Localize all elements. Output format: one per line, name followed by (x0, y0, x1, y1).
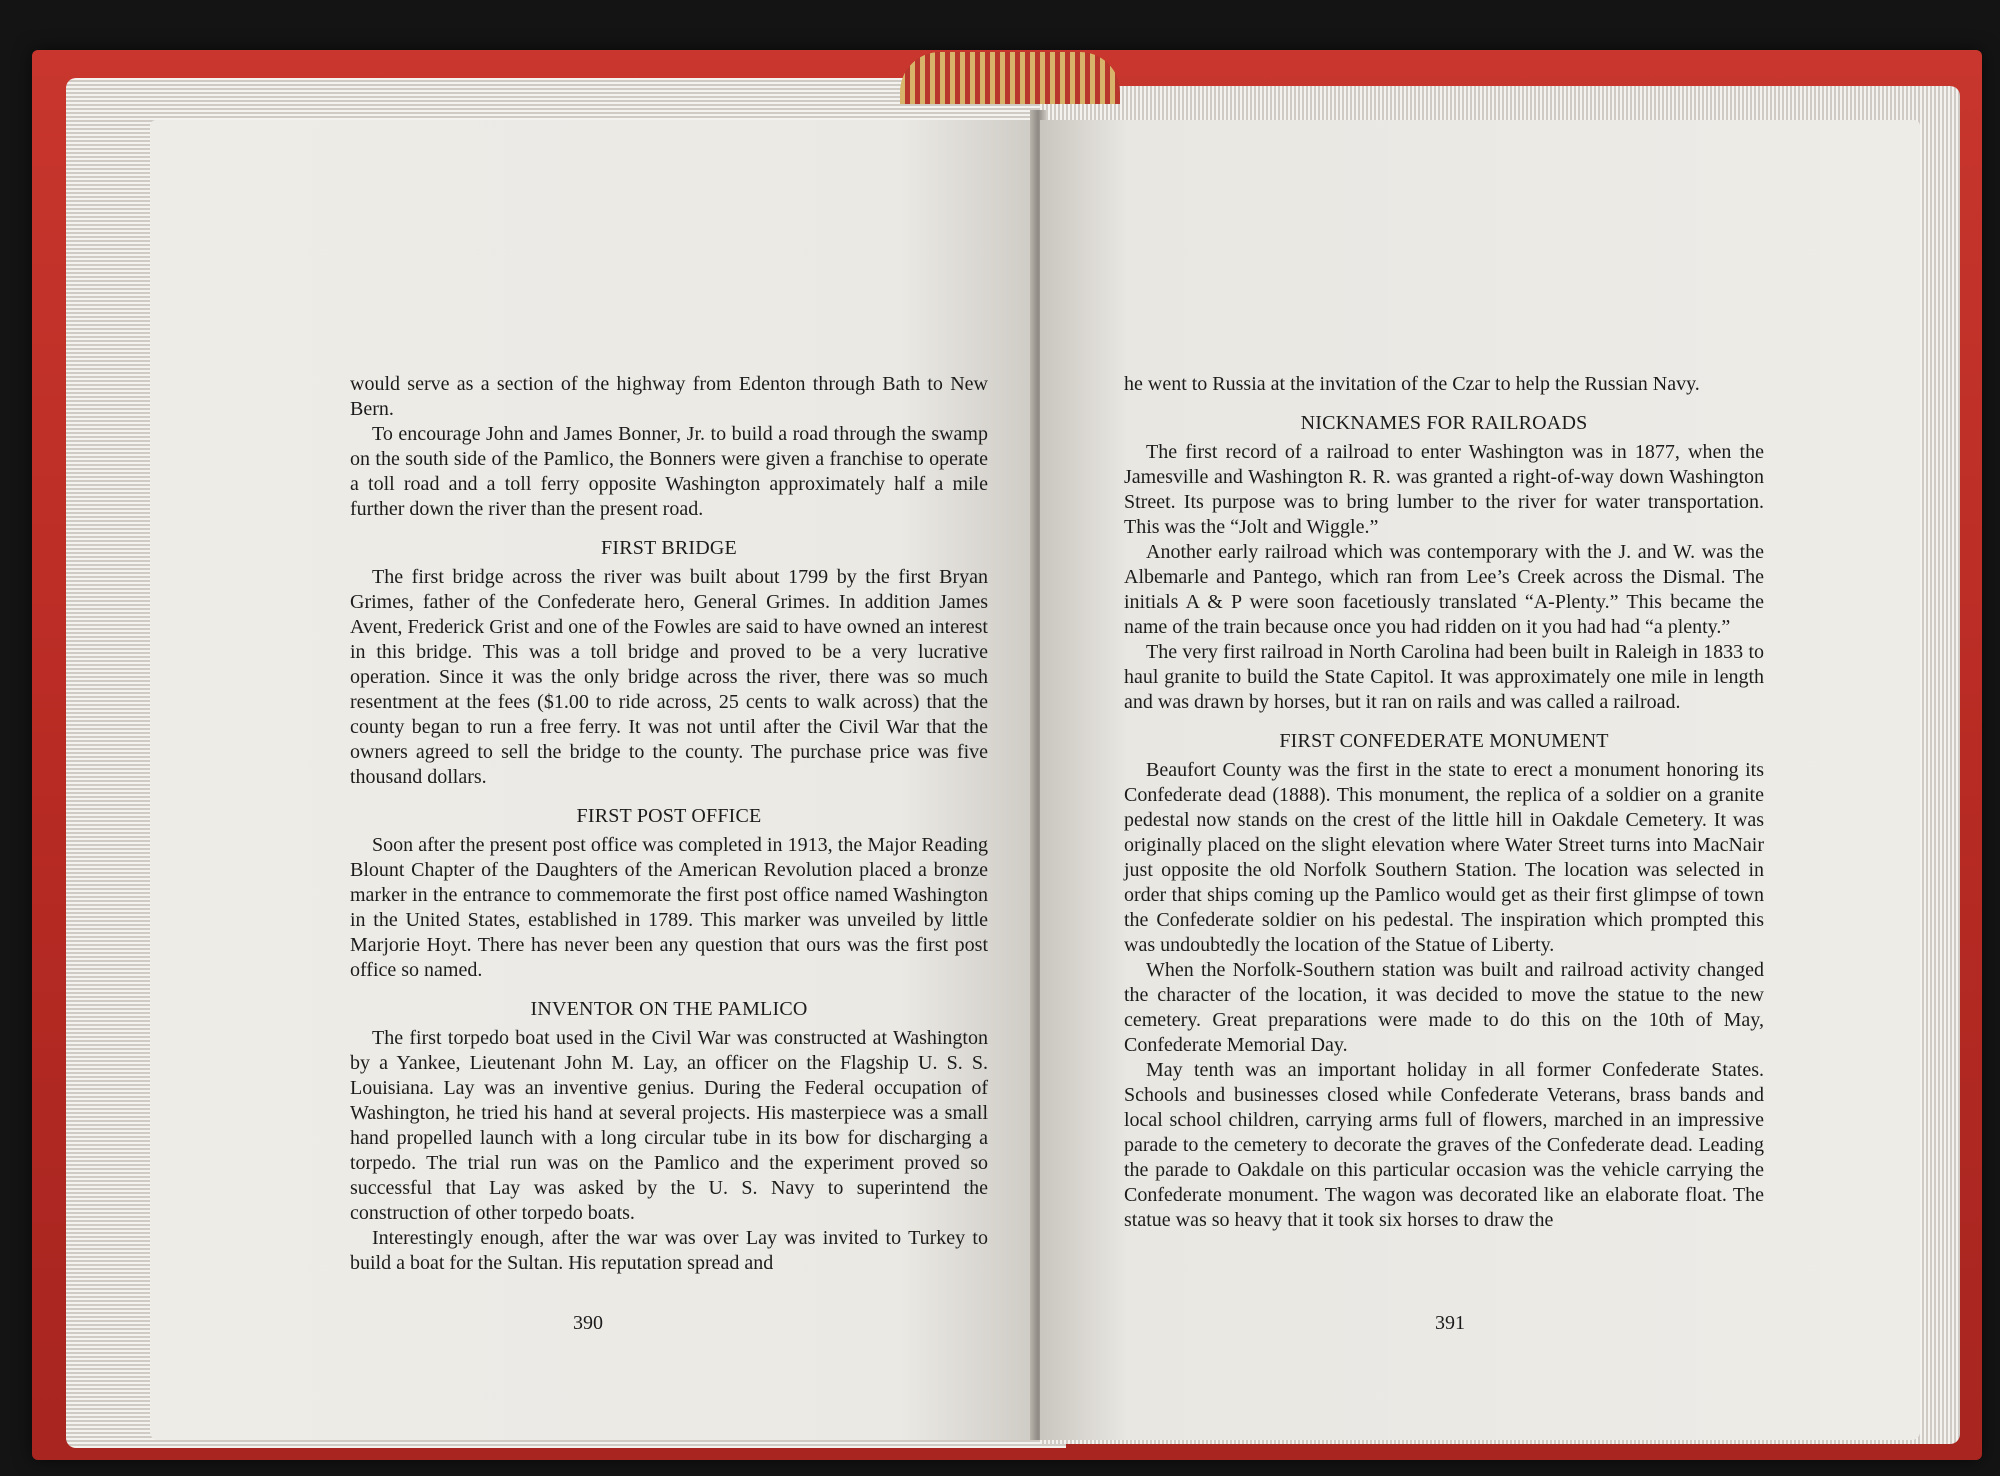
paragraph: The first bridge across the river was built about 1799 by the first Bryan Grimes, father of the Confederate hero, General Grimes. In addition James Avent, Frederick Grist and one of the Fowles are said to have owned an interest in this bridge. This was a toll bridge and proved to be a very lucrative operation. Since it was the only bridge across the river, there was so much resentment at the fees ($1.00 to ride across, 25 cents to walk across) that the county began to run a free ferry. It was not until after the Civil War that the owners agreed to sell the bridge to the county. The purchase price was five thousand dollars. (350, 566, 988, 788)
right-page-text (1124, 372, 1764, 1233)
section-heading: FIRST BRIDGE (601, 537, 737, 559)
paragraph: Beaufort County was the first in the state to erect a monument honoring its Confederate dead (1888). This monument, the replica of a soldier on a granite pedestal now stands on the crest of the little hill in Oakdale Cemetery. It was originally placed on the slight elevation where Water Street turns into MacNair just opposite the old Norfolk Southern Station. The location was selected in order that ships coming up the Pamlico would get as their first glimpse of town the Confederate soldier on his pedestal. The inspiration which prompted this was undoubtedly the location of the Statue of Liberty. (1124, 759, 1764, 956)
paragraph: Another early railroad which was contemporary with the J. and W. was the Albemarle and Pantego, which ran from Lee’s Creek across the Dismal. The initials A & P were soon facetiously translated “A-Plenty.” This became the name of the train because once you had ridden on it you had had “a plenty.” (1124, 541, 1764, 638)
paragraph: The first record of a railroad to enter Washington was in 1877, when the Jamesville and Washington R. R. was granted a right-of-way down Washington Street. Its purpose was to bring lumber to the river for water transportation. This was the “Jolt and Wiggle.” (1124, 441, 1764, 538)
section-heading: FIRST CONFEDERATE MONUMENT (1279, 730, 1609, 752)
section-heading: FIRST POST OFFICE (576, 805, 762, 827)
left-page (150, 120, 1032, 1440)
paragraph: The very first railroad in North Carolina had been built in Raleigh in 1833 to haul granite to build the State Capitol. It was approximately one mile in length and was drawn by horses, but it ran on rails and was called a railroad. (1124, 641, 1764, 713)
section-heading: INVENTOR ON THE PAMLICO (530, 998, 808, 1020)
page-number: 390 (573, 1312, 603, 1334)
paragraph: he went to Russia at the invitation of the Czar to help the Russian Navy. (1124, 373, 1700, 395)
paragraph: The first torpedo boat used in the Civil War was constructed at Washington by a Yankee, Lieutenant John M. Lay, an officer on the Flagship U. S. S. Louisiana. Lay was an inventive genius. During the Federal occupation of Washington, he tried his hand at several projects. His masterpiece was a small hand propelled launch with a long circular tube in its bow for discharging a torpedo. The trial run was on the Pamlico and the experiment proved so successful that Lay was asked by the U. S. Navy to superintend the construction of other torpedo boats. (350, 1027, 988, 1224)
paragraph: To encourage John and James Bonner, Jr. to build a road through the swamp on the south side of the Pamlico, the Bonners were given a franchise to operate a toll road and a toll ferry opposite Washington approximately half a mile further down the river than the present road. (350, 423, 988, 520)
paragraph: Soon after the present post office was completed in 1913, the Major Reading Blount Chapter of the Daughters of the American Revolution placed a bronze marker in the entrance to commemorate the first post office named Washington in the United States, established in 1789. This marker was unveiled by little Marjorie Hoyt. There has never been any question that ours was the first post office so named. (350, 834, 988, 981)
paragraph: Interestingly enough, after the war was over Lay was invited to Turkey to build a boat for the Sultan. His reputation spread and (350, 1227, 988, 1274)
section-heading: NICKNAMES FOR RAILROADS (1300, 412, 1588, 434)
right-page (1040, 120, 1920, 1440)
left-page-text (350, 372, 988, 1276)
paragraph: When the Norfolk-Southern station was built and railroad activity changed the character of the location, it was decided to move the statue to the new cemetery. Great preparations were made to do this on the 10th of May, Confederate Memorial Day. (1124, 959, 1764, 1056)
paragraph: would serve as a section of the highway from Edenton through Bath to New Bern. (350, 373, 988, 420)
book-headband (900, 52, 1120, 104)
page-number: 391 (1435, 1312, 1465, 1334)
paragraph: May tenth was an important holiday in all former Confederate States. Schools and businesses closed while Confederate Veterans, brass bands and local school children, carrying arms full of flowers, marched in an impressive parade to the cemetery to decorate the graves of the Confederate dead. Leading the parade to Oakdale on this particular occasion was the vehicle carrying the Confederate monument. The wagon was decorated like an elaborate float. The statue was so heavy that it took six horses to draw the (1124, 1059, 1764, 1231)
